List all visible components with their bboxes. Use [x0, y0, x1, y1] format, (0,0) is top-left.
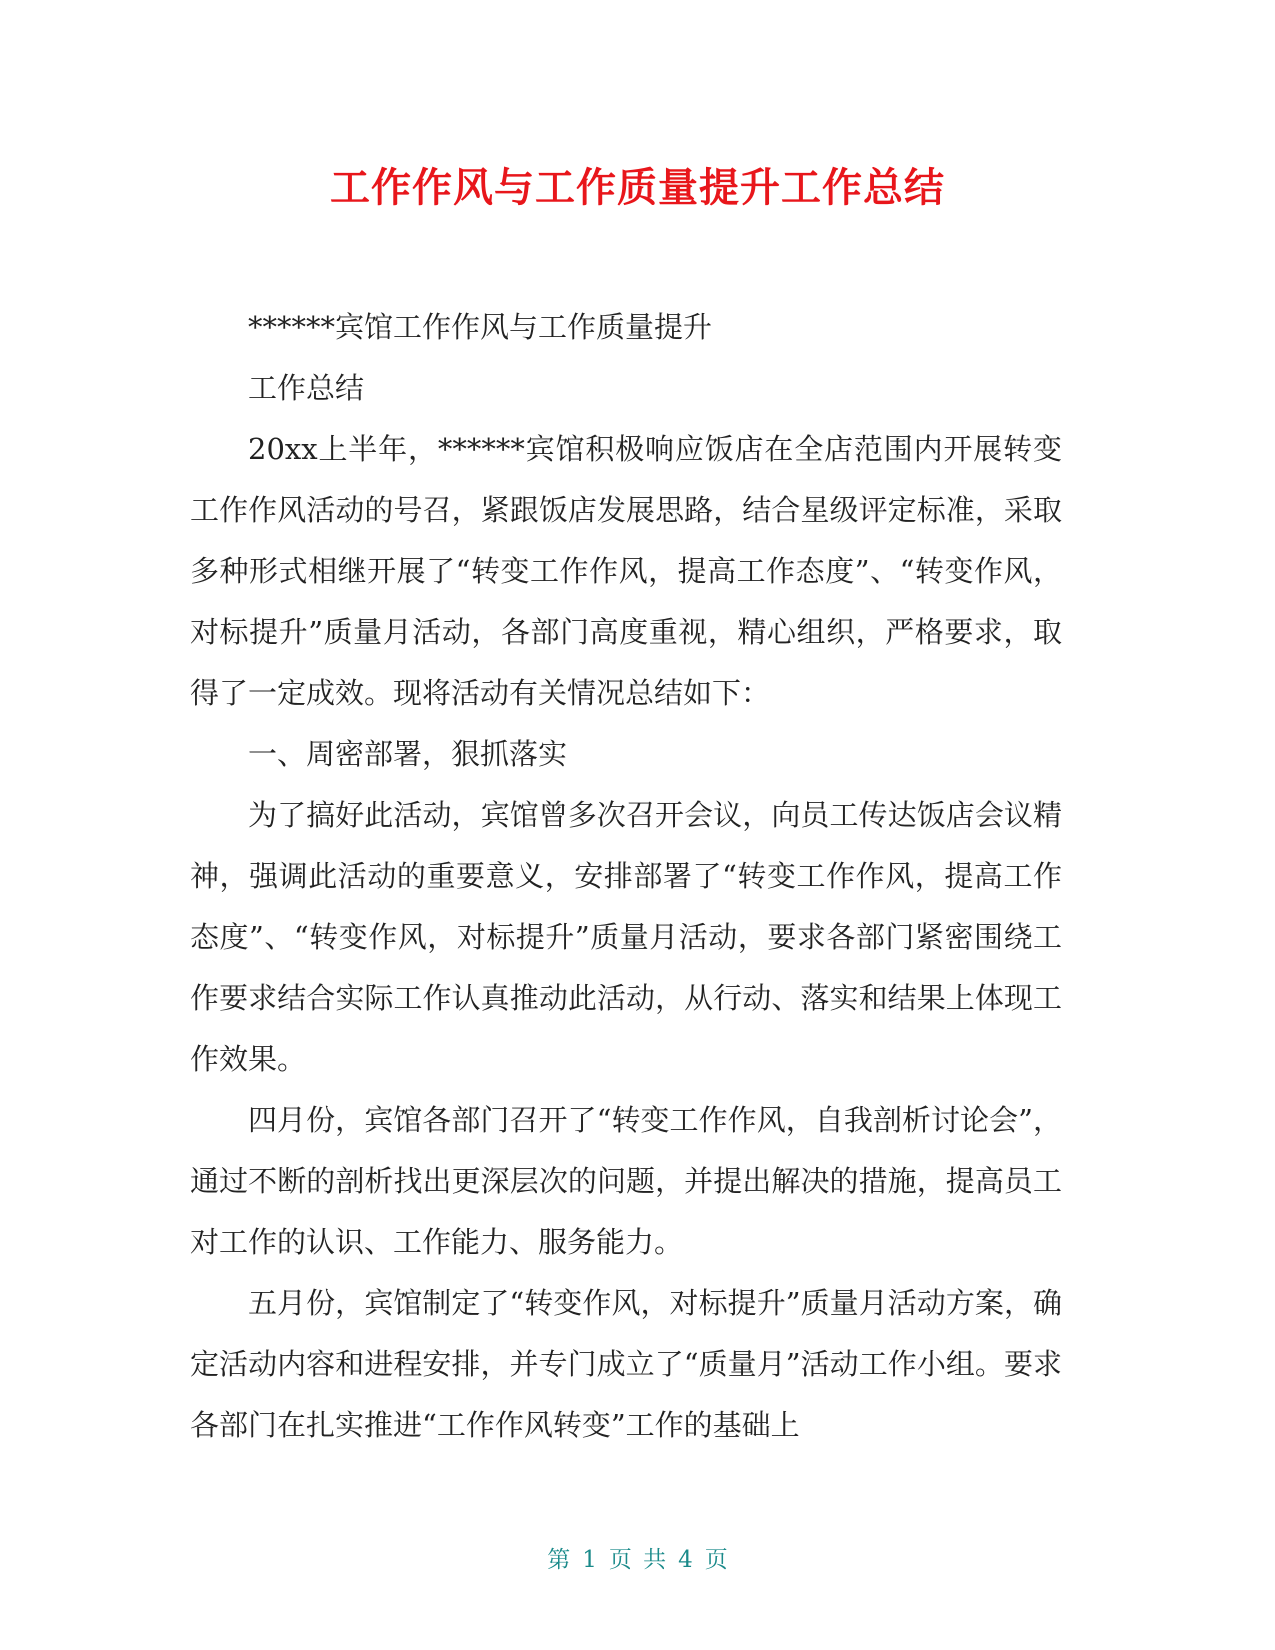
section-heading-1: 一、周密部署，狠抓落实	[248, 737, 568, 771]
footer-suffix: 页	[704, 1547, 728, 1573]
page-footer	[0, 1545, 1275, 1575]
document-title: 工作作风与工作质量提升工作总结	[330, 165, 945, 211]
footer-total-pages: 4	[678, 1547, 693, 1573]
footer-current-page: 1	[582, 1547, 597, 1573]
footer-prefix: 第	[547, 1547, 571, 1573]
paragraph-section1-a: 为了搞好此活动，宾馆曾多次召开会议，向员工传达饭店会议精神，强调此活动的重要意义，安排部署了“转变工作作风，提高工作态度”、“转变作风，对标提升”质量月活动，要求各部门紧密围绕工作要求结合实际工作认真推动此活动，从行动、落实和结果上体现工作效果。	[190, 798, 1062, 1076]
paragraph-intro: 20xx上半年，******宾馆积极响应饭店在全店范围内开展转变工作作风活动的号召，紧跟饭店发展思路，结合星级评定标准，采取多种形式相继开展了“转变工作作风，提高工作态度”、“转变作风，对标提升”质量月活动，各部门高度重视，精心组织，严格要求，取得了一定成效。现将活动有关情况总结如下：	[190, 432, 1062, 710]
paragraph-may: 五月份，宾馆制定了“转变作风，对标提升”质量月活动方案，确定活动内容和进程安排，并专门成立了“质量月”活动工作小组。要求各部门在扎实推进“工作作风转变”工作的基础上	[190, 1286, 1062, 1442]
paragraph-april: 四月份，宾馆各部门召开了“转变工作作风，自我剖析讨论会”，通过不断的剖析找出更深层次的问题，并提出解决的措施，提高员工对工作的认识、工作能力、服务能力。	[190, 1103, 1062, 1259]
footer-mid: 页 共	[608, 1547, 667, 1573]
paragraph-subtitle-line2: 工作总结	[248, 371, 365, 405]
paragraph-subtitle-line1: ******宾馆工作作风与工作质量提升	[248, 310, 713, 344]
document-body	[190, 297, 1062, 1456]
